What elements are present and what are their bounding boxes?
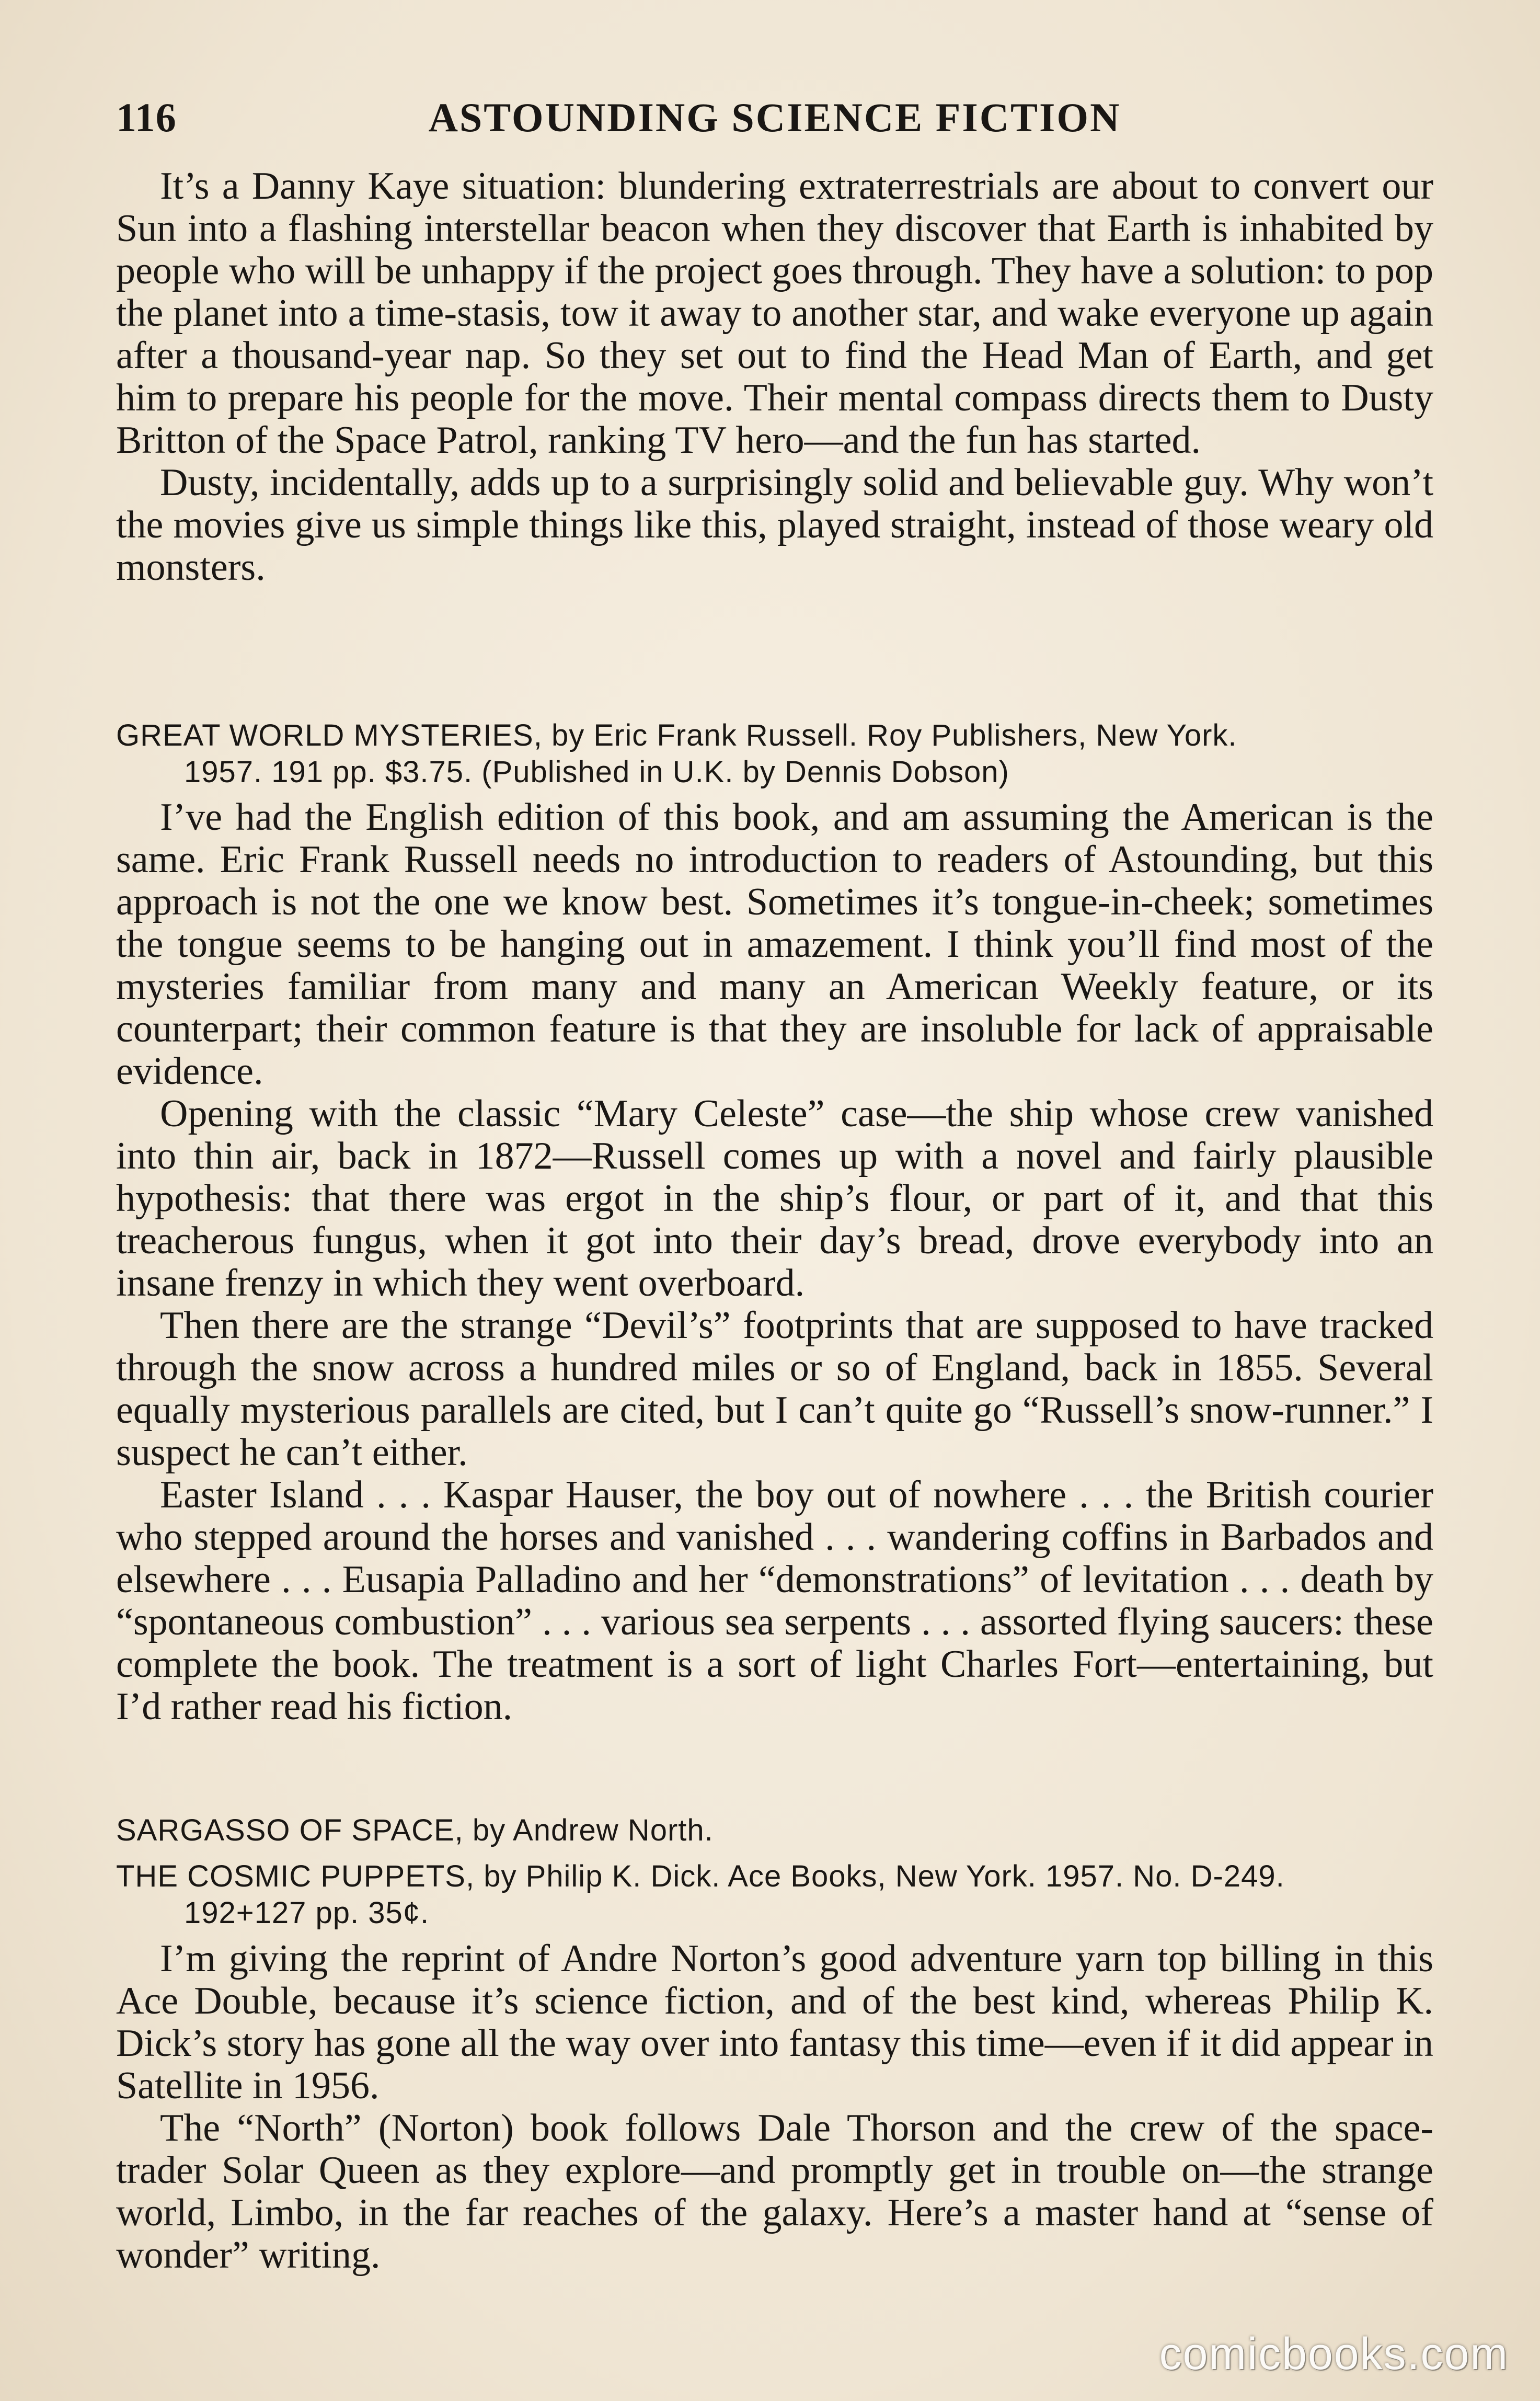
paragraph: Dusty, incidentally, adds up to a surprisingly solid and believable guy. Why won’t the movies give us simple things like this, played straight, instead of those weary old monsters.: [116, 461, 1433, 589]
paragraph: The “North” (Norton) book follows Dale Thorson and the crew of the space-trader Solar Queen as they explore—and promptly get in trouble on—the strange world, Limbo, in the far reaches of the galaxy. Here’s a master hand at “sense of wonder” writing.: [116, 2107, 1433, 2277]
review-ace-double-text: [116, 1938, 1433, 2277]
watermark: comicbooks.com: [1159, 2329, 1509, 2379]
paragraph: Easter Island . . . Kaspar Hauser, the boy out of nowhere . . . the British courier who stepped around the horses and vanished . . . wandering coffins in Barbados and elsewhere . . . Eusapia Palladino and her “demonstrations” of levitation . . . death by “spontaneous combustion” . . . various sea serpents . . . assorted flying saucers: these complete the book. The treatment is a sort of light Charles Fort—entertaining, but I’d rather read his fiction.: [116, 1473, 1433, 1728]
paragraph: I’ve had the English edition of this book, and am assuming the American is the same. Eric Frank Russell needs no introduction to readers of Astounding, but this approach is not the one we know best. Sometimes it’s tongue-in-cheek; sometimes the tongue seems to be hanging out in amazement. I think you’ll find most of the mysteries familiar from many and many an American Weekly feature, or its counterpart; their common feature is that they are insoluble for lack of appraisable evidence.: [116, 796, 1433, 1093]
running-title: ASTOUNDING SCIENCE FICTION: [428, 95, 1121, 140]
review-heading-line: THE COSMIC PUPPETS, by Philip K. Dick. Ace Books, New York. 1957. No. D-249.: [116, 1859, 1285, 1893]
review-heading-ace-double: [116, 1812, 1433, 1931]
review-heading-line: 1957. 191 pp. $3.75. (Published in U.K. by Dennis Dobson): [184, 755, 1009, 789]
paragraph: Then there are the strange “Devil’s” footprints that are supposed to have tracked through the snow across a hundred miles or so of England, back in 1855. Several equally mysterious parallels are cited, but I can’t quite go “Russell’s snow-runner.” I suspect he can’t either.: [116, 1304, 1433, 1474]
review-heading-line: GREAT WORLD MYSTERIES, by Eric Frank Russell. Roy Publishers, New York.: [116, 718, 1237, 752]
page-header: [116, 94, 1433, 152]
review-great-world-mysteries-text: [116, 796, 1433, 1728]
review-heading-line: 192+127 pp. 35¢.: [184, 1896, 430, 1930]
review-continued-text: [116, 165, 1433, 589]
review-heading-line: SARGASSO OF SPACE, by Andrew North.: [116, 1813, 714, 1847]
review-heading-great-world-mysteries: [116, 717, 1433, 791]
paragraph: Opening with the classic “Mary Celeste” case—the ship whose crew vanished into thin air, back in 1872—Russell comes up with a novel and fairly plausible hypothesis: that there was ergot in the ship’s flour, or part of it, and that this treacherous fungus, when it got into their day’s bread, drove everybody into an insane frenzy in which they went overboard.: [116, 1092, 1433, 1305]
paragraph: I’m giving the reprint of Andre Norton’s good adventure yarn top billing in this Ace Double, because it’s science fiction, and of the best kind, whereas Philip K. Dick’s story has gone all the way over into fantasy this time—even if it did appear in Satellite in 1956.: [116, 1937, 1433, 2107]
paragraph: It’s a Danny Kaye situation: blundering extraterrestrials are about to convert our Sun into a flashing interstellar beacon when they discover that Earth is inhabited by people who will be unhappy if the project goes through. They have a solution: to pop the planet into a time-stasis, tow it away to another star, and wake everyone up again after a thousand-year nap. So they set out to find the Head Man of Earth, and get him to prepare his people for the move. Their mental compass directs them to Dusty Britton of the Space Patrol, ranking TV hero—and the fun has started.: [116, 165, 1433, 462]
page-number: 116: [116, 95, 177, 140]
